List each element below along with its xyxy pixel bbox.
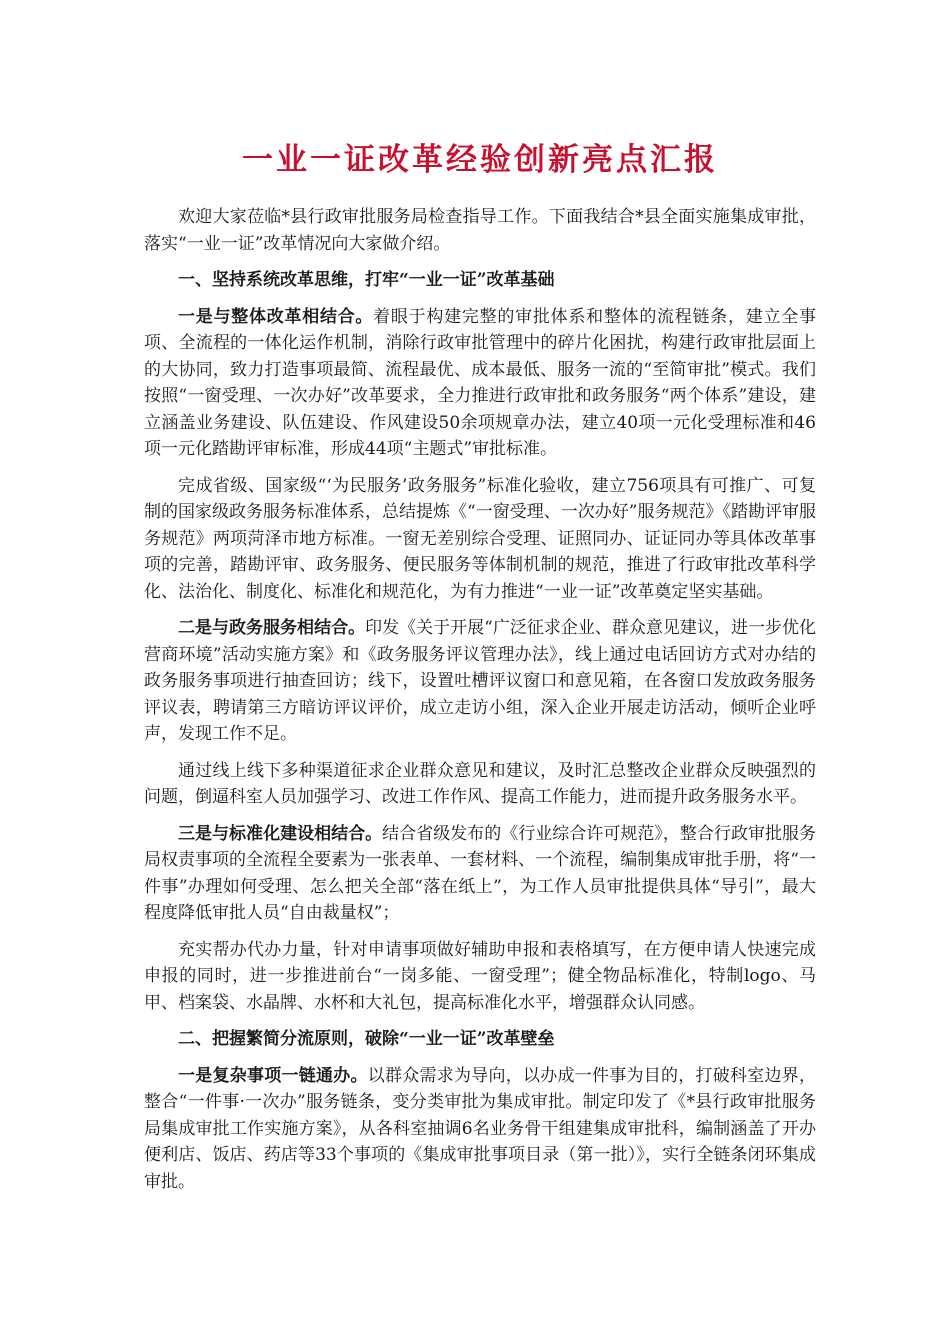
section-2-item-1-lead: 一是复杂事项一链通办。	[178, 1065, 368, 1086]
section-1-item-3-lead: 三是与标准化建设相结合。	[178, 823, 383, 844]
section-2-heading: 二、把握繁简分流原则，破除“一业一证”改革壁垒	[178, 1029, 555, 1049]
section-1-item-2-text: 印发《关于开展“广泛征求企业、群众意见建议，进一步优化营商环境”活动实施方案》和《政务服务评议管理办法》，线上通过电话回访方式对办结的政务服务事项进行抽查回访；线下，设置吐槽评议窗口和意见箱，在各窗口发放政务服务评议表，聘请第三方暗访评议评价，成立走访小组，深入企业开展走访活动，倾听企业呼声，发现工作不足。	[144, 618, 816, 744]
section-1-item-1-paragraph-2: 完成省级、国家级“‘为民服务’政务服务”标准化验收，建立756项具有可推广、可复制的国家级政务服务标准体系，总结提炼《“一窗受理、一次办好”服务规范》《踏勘评审服务规范》两项菏泽市地方标准。一窗无差别综合受理、证照同办、证证同办等具体改革事项的完善，踏勘评审、政务服务、便民服务等体制机制的规范，推进了行政审批改革科学化、法治化、制度化、标准化和规范化，为有力推进“一业一证”改革奠定坚实基础。	[144, 475, 816, 602]
section-1-item-2-paragraph-2: 通过线上线下多种渠道征求企业群众意见和建议，及时汇总整改企业群众反映强烈的问题，倒逼科室人员加强学习、改进工作作风、提高工作能力，进而提升政务服务水平。	[144, 760, 816, 807]
section-1-item-2-lead: 二是与政务服务相结合。	[178, 618, 366, 638]
section-2-item-1-text: 以群众需求为导向，以办成一件事为目的，打破科室边界，整合“一件事·一次办”服务链条，变分类审批为集成审批。制定印发了《*县行政审批服务局集成审批工作实施方案》，从各科室抽调6名业务骨干组建集成审批科，编制涵盖了开办便利店、饭店、药店等33个事项的《集成审批事项目录（第一批）》，实行全链条闭环集成审批。	[144, 1065, 816, 1192]
document-title: 一业一证改革经验创新亮点汇报	[242, 142, 718, 178]
intro-paragraph: 欢迎大家莅临*县行政审批服务局检查指导工作。下面我结合*县全面实施集成审批，落实“一业一证”改革情况向大家做介绍。	[144, 207, 816, 254]
section-1-item-2-paragraph	[144, 615, 816, 748]
section-1-item-3-paragraph	[144, 821, 816, 927]
section-2-item-1-paragraph	[144, 1063, 816, 1196]
section-1-item-1-text: 着眼于构建完整的审批体系和整体的流程链条，建立全事项、全流程的一体化运作机制，消除行政审批管理中的碎片化困扰，构建行政审批层面上的大协同，致力打造事项最简、流程最优、成本最低、服务一流的“至简审批”模式。我们按照“一窗受理、一次办好”改革要求，全力推进行政审批和政务服务“两个体系”建设，建立涵盖业务建设、队伍建设、作风建设50余项规章办法，建立40项一元化受理标准和46项一元化踏勘评审标准，形成44项“主题式”审批标准。	[144, 306, 816, 459]
section-1-item-1-paragraph	[144, 304, 816, 463]
section-1-heading: 一、坚持系统改革思维，打牢“一业一证”改革基础	[178, 270, 555, 290]
section-1-item-1-lead: 一是与整体改革相结合。	[178, 306, 374, 327]
section-1-item-3-paragraph-2: 充实帮办代办力量，针对申请事项做好辅助申报和表格填写，在方便申请人快速完成申报的同时，进一步推进前台“一岗多能、一窗受理”；健全物品标准化，特制logo、马甲、档案袋、水晶牌、水杯和大礼包，提高标准化水平，增强群众认同感。	[144, 939, 816, 1013]
section-1-item-3-text: 结合省级发布的《行业综合许可规范》，整合行政审批服务局权责事项的全流程全要素为一张表单、一套材料、一个流程，编制集成审批手册，将“一件事”办理如何受理、怎么把关全部“落在纸上”，为工作人员审批提供具体“导引”，最大程度降低审批人员“自由裁量权”；	[144, 823, 817, 923]
